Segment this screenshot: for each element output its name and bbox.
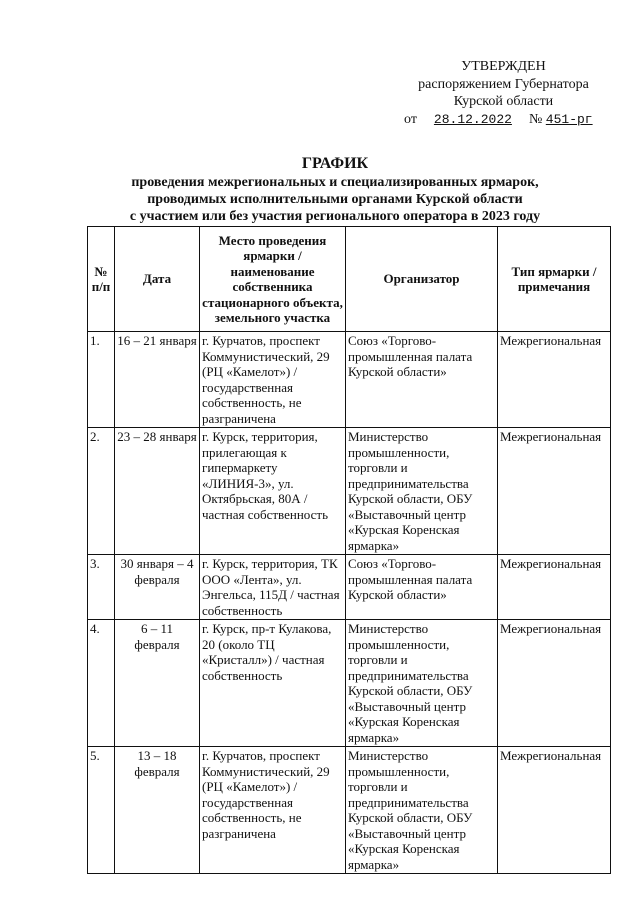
row-date: 30 января – 4 февраля xyxy=(115,555,200,620)
table-row xyxy=(88,620,611,747)
header-place: Место проведения ярмарки / наименование собственника стационарного объекта, земельного участка xyxy=(200,227,346,332)
row-type: Межрегиональная xyxy=(498,332,611,428)
row-type: Межрегиональная xyxy=(498,620,611,747)
row-date: 6 – 11 февраля xyxy=(115,620,200,747)
row-organizer: Министерство промышленности, торговли и предпринимательства Курской области, ОБУ «Выставочный центр «Курская Коренская ярмарка» xyxy=(346,428,498,555)
approval-block xyxy=(396,58,611,128)
header-date: Дата xyxy=(115,227,200,332)
row-date: 13 – 18 февраля xyxy=(115,747,200,874)
row-number: 4. xyxy=(88,620,115,747)
row-number: 5. xyxy=(88,747,115,874)
header-number: № п/п xyxy=(88,227,115,332)
row-type: Межрегиональная xyxy=(498,555,611,620)
row-place: г. Курчатов, проспект Коммунистический, 29 (РЦ «Камелот») / государственная собственность, не разграничена xyxy=(200,747,346,874)
row-organizer: Союз «Торгово-промышленная палата Курской области» xyxy=(346,555,498,620)
heading-line-1: проведения межрегиональных и специализированных ярмарок, xyxy=(131,175,539,190)
row-organizer: Союз «Торгово-промышленная палата Курской области» xyxy=(346,332,498,428)
row-number: 3. xyxy=(88,555,115,620)
row-type: Межрегиональная xyxy=(498,747,611,874)
row-type: Межрегиональная xyxy=(498,428,611,555)
approval-date-number-line xyxy=(396,111,611,129)
row-place: г. Курск, территория, прилегающая к гипермаркету «ЛИНИЯ-3», ул. Октябрьская, 80А / частная собственность xyxy=(200,428,346,555)
row-number: 1. xyxy=(88,332,115,428)
table-header-row xyxy=(88,227,611,332)
table-row xyxy=(88,332,611,428)
row-organizer: Министерство промышленности, торговли и предпринимательства Курской области, ОБУ «Выставочный центр «Курская Коренская ярмарка» xyxy=(346,620,498,747)
row-date: 16 – 21 января xyxy=(115,332,200,428)
document-title: ГРАФИК xyxy=(301,155,369,172)
table-row xyxy=(88,555,611,620)
heading-line-2: проводимых исполнительными органами Курской области xyxy=(147,192,523,207)
row-place: г. Курск, пр-т Кулакова, 20 (около ТЦ «Кристалл») / частная собственность xyxy=(200,620,346,747)
row-organizer: Министерство промышленности, торговли и предпринимательства Курской области, ОБУ «Выставочный центр «Курская Коренская ярмарка» xyxy=(346,747,498,874)
row-place: г. Курчатов, проспект Коммунистический, 29 (РЦ «Камелот») / государственная собственность, не разграничена xyxy=(200,332,346,428)
approval-date: 28.12.2022 xyxy=(433,111,512,127)
number-prefix: № xyxy=(528,111,543,127)
heading-line-3: с участием или без участия регионального оператора в 2023 году xyxy=(129,209,541,224)
approval-line-1: распоряжением Губернатора xyxy=(418,76,589,92)
header-organizer: Организатор xyxy=(346,227,498,332)
row-date: 23 – 28 января xyxy=(115,428,200,555)
approval-line-2: Курской области xyxy=(453,94,554,109)
row-place: г. Курск, территория, ТК ООО «Лента», ул. Энгельса, 115Д / частная собственность xyxy=(200,555,346,620)
table-row xyxy=(88,747,611,874)
table-row xyxy=(88,428,611,555)
fairs-schedule-table xyxy=(87,226,611,874)
approval-title: УТВЕРЖДЕН xyxy=(461,59,546,74)
approval-number: 451-рг xyxy=(545,111,593,127)
row-number: 2. xyxy=(88,428,115,555)
document-heading xyxy=(100,155,570,225)
header-type: Тип ярмарки / примечания xyxy=(498,227,611,332)
date-prefix: от xyxy=(404,111,417,127)
